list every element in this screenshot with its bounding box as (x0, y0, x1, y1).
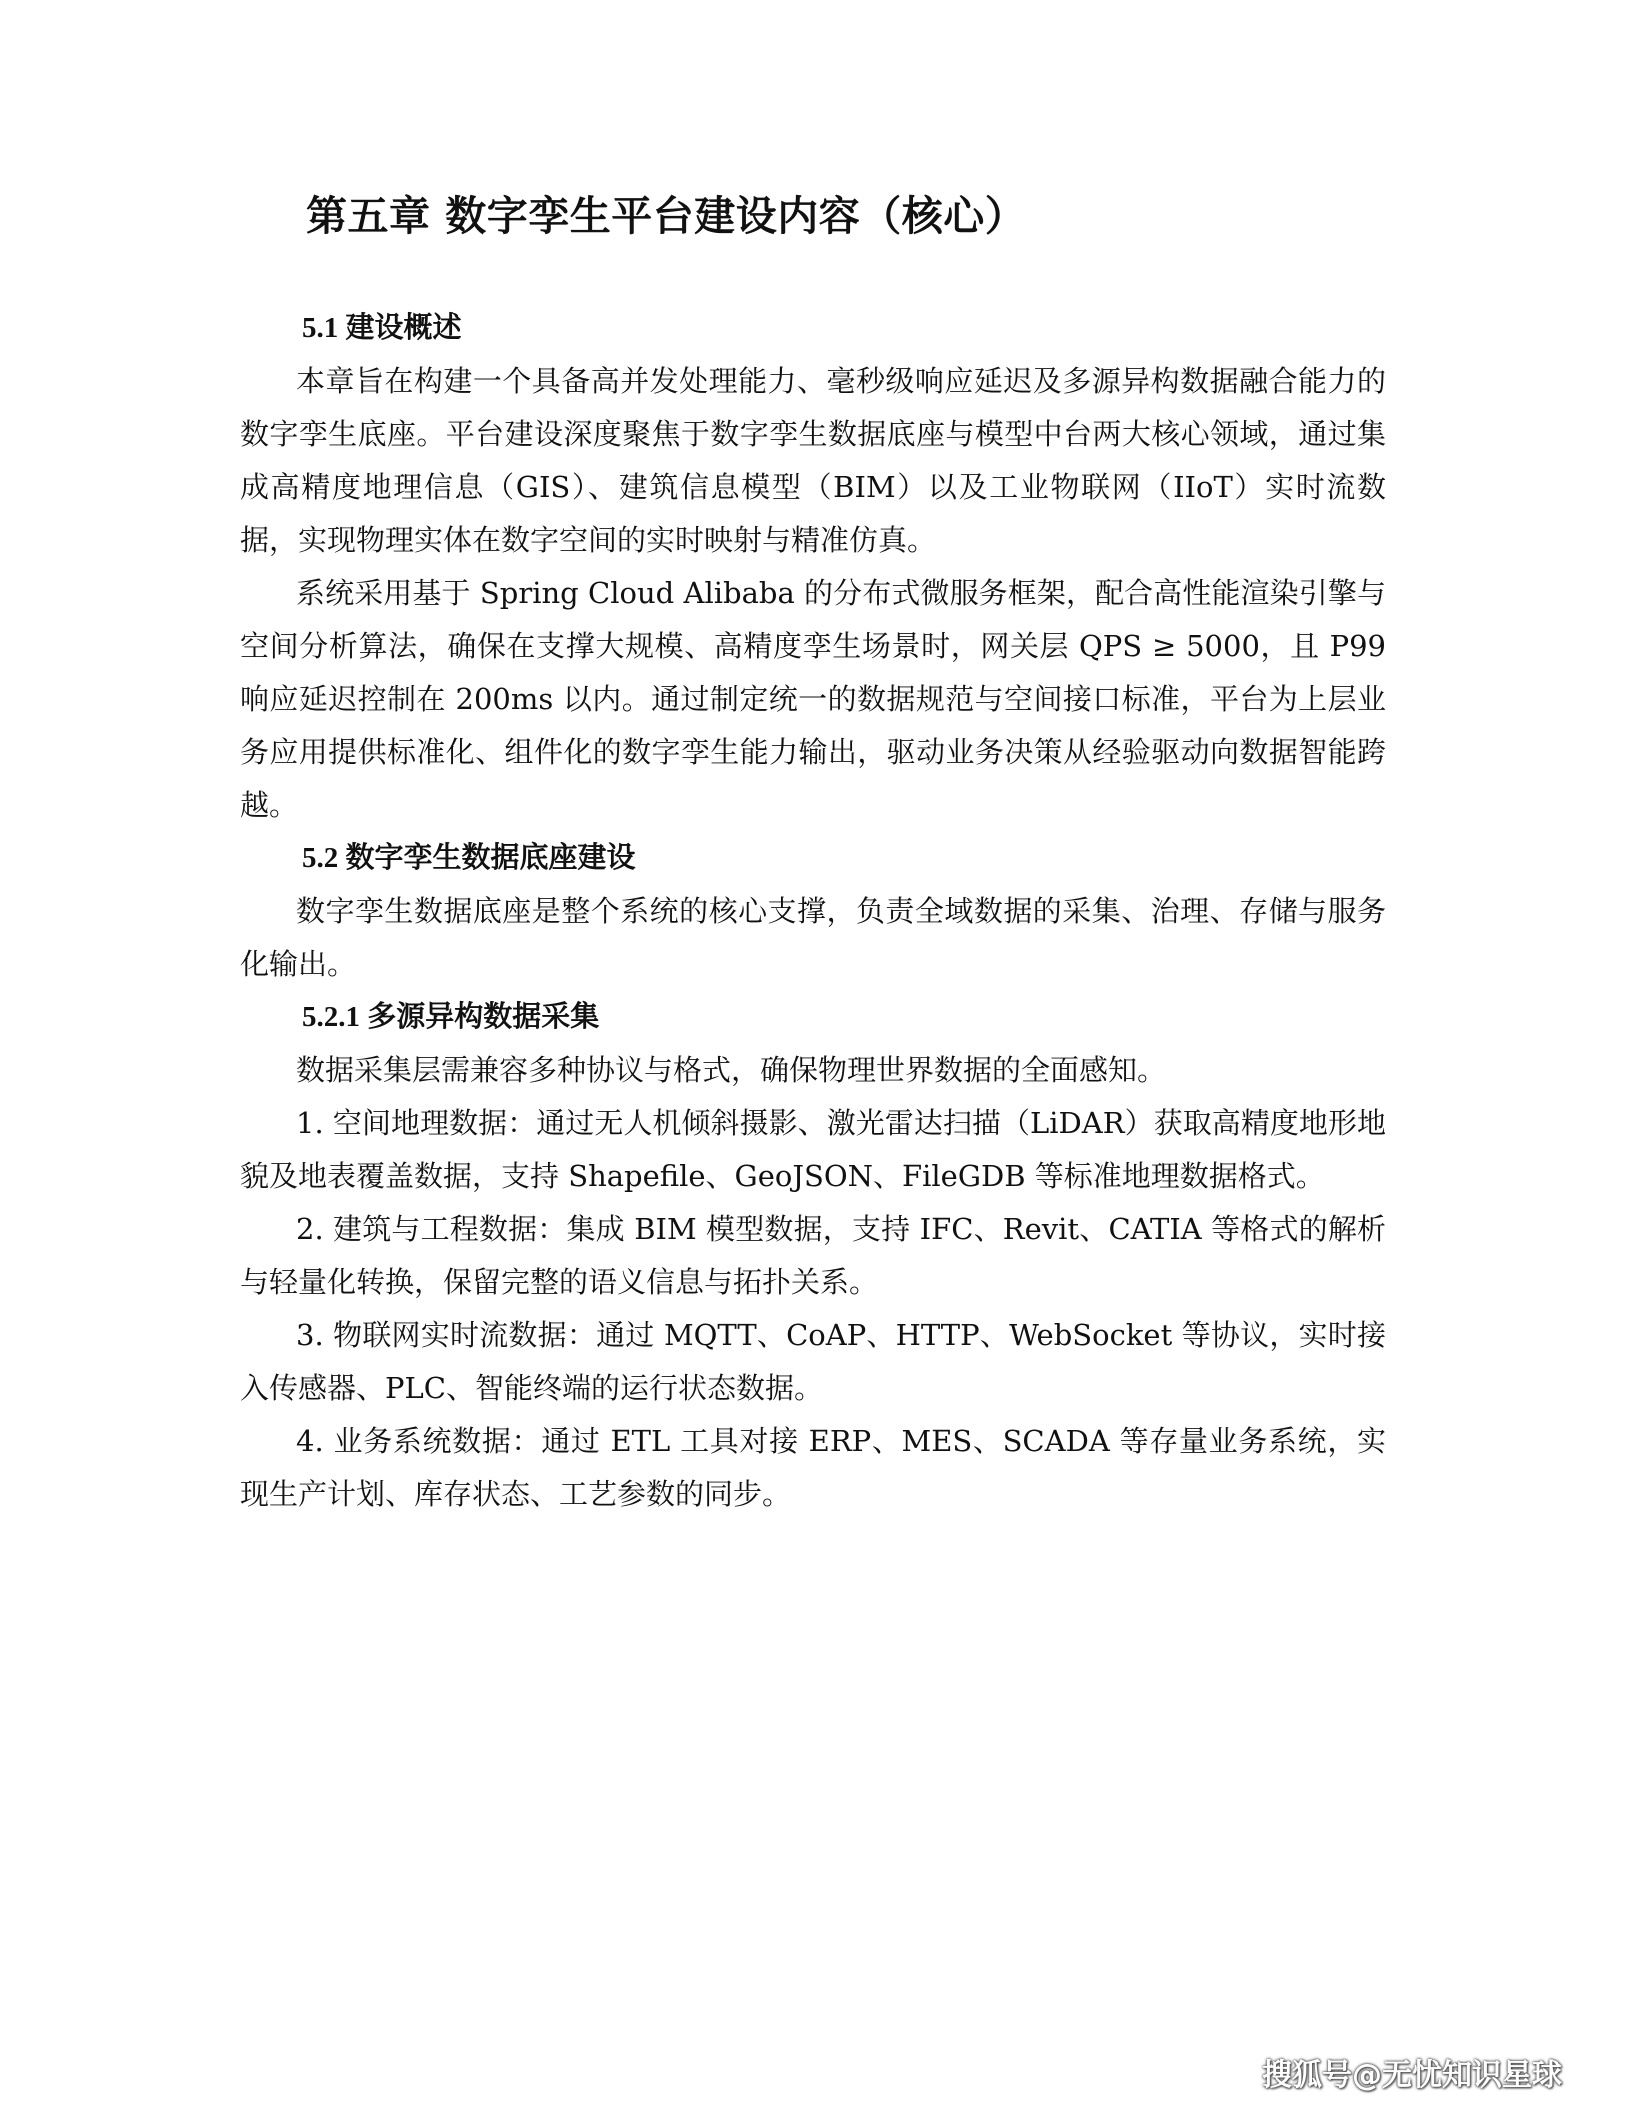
document-body (240, 302, 1386, 1521)
chapter-title: 第五章 数字孪生平台建设内容（核心） (306, 192, 1027, 240)
section-heading-5-1: 5.1 建设概述 (302, 312, 462, 344)
list-item-building-data: 2. 建筑与工程数据：集成 BIM 模型数据，支持 IFC、Revit、CATIA 等格式的解析与轻量化转换，保留完整的语义信息与拓扑关系。 (240, 1212, 1386, 1299)
list-item-business-data: 4. 业务系统数据：通过 ETL 工具对接 ERP、MES、SCADA 等存量业务系统，实现生产计划、库存状态、工艺参数的同步。 (240, 1424, 1386, 1511)
list-item-spatial-data: 1. 空间地理数据：通过无人机倾斜摄影、激光雷达扫描（LiDAR）获取高精度地形地貌及地表覆盖数据，支持 Shapefile、GeoJSON、FileGDB 等标准地理数据格式。 (240, 1106, 1386, 1193)
section-heading-5-2: 5.2 数字孪生数据底座建设 (302, 842, 636, 874)
paragraph-collection-intro: 数据采集层需兼容多种协议与格式，确保物理世界数据的全面感知。 (296, 1053, 1167, 1087)
paragraph-overview-1: 本章旨在构建一个具备高并发处理能力、毫秒级响应延迟及多源异构数据融合能力的数字孪生底座。平台建设深度聚焦于数字孪生数据底座与模型中台两大核心领域，通过集成高精度地理信息（GIS）、建筑信息模型（BIM）以及工业物联网（IIoT）实时流数据，实现物理实体在数字空间的实时映射与精准仿真。 (240, 364, 1386, 557)
list-item-iot-data: 3. 物联网实时流数据：通过 MQTT、CoAP、HTTP、WebSocket 等协议，实时接入传感器、PLC、智能终端的运行状态数据。 (240, 1318, 1386, 1405)
paragraph-data-base: 数字孪生数据底座是整个系统的核心支撑，负责全域数据的采集、治理、存储与服务化输出。 (240, 894, 1386, 981)
paragraph-overview-2: 系统采用基于 Spring Cloud Alibaba 的分布式微服务框架，配合高性能渲染引擎与空间分析算法，确保在支撑大规模、高精度孪生场景时，网关层 QPS ≥ 5000，且 P99 响应延迟控制在 200ms 以内。通过制定统一的数据规范与空间接口标准，平台为上层业务应用提供标准化、组件化的数字孪生能力输出，驱动业务决策从经验驱动向数据智能跨越。 (240, 576, 1386, 822)
section-heading-5-2-1: 5.2.1 多源异构数据采集 (302, 1001, 600, 1033)
watermark: 搜狐号@无忧知识星球 (1262, 2058, 1562, 2093)
